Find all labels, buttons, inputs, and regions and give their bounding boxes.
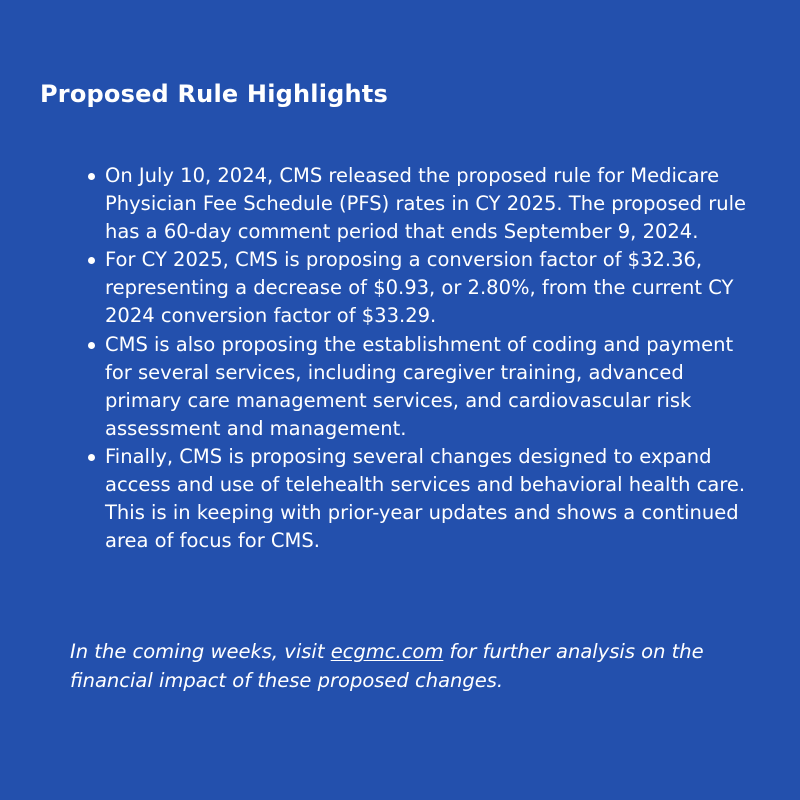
bullet-dot-icon [88, 173, 95, 180]
bullet-text: CMS is also proposing the establishment of coding and payment for several services, including caregiver training, advanced primary care management services, and cardiovascular risk assessment and management. [105, 332, 734, 440]
ecgmc-link[interactable]: ecgmc.com [330, 640, 444, 663]
bullet-text: Finally, CMS is proposing several changes designed to expand access and use of telehealth services and behavioral health care. This is in keeping with prior-year updates and shows a continued area of focus for CMS. [105, 444, 746, 553]
list-item [105, 443, 765, 555]
bullet-dot-icon [88, 342, 95, 349]
footer-text-before: In the coming weeks, visit [70, 640, 331, 663]
bullet-dot-icon [88, 454, 95, 461]
bullet-text: For CY 2025, CMS is proposing a conversion factor of $32.36, representing a decrease of $0.93, or 2.80%, from the current CY 2024 conversion factor of $33.29. [105, 248, 734, 328]
list-item [105, 162, 765, 246]
footer-note [70, 638, 750, 695]
highlights-list [105, 162, 765, 555]
list-item [105, 331, 765, 443]
footer-text-after: for further analysis on the financial impact of these proposed changes. [70, 640, 704, 692]
bullet-dot-icon [88, 257, 95, 264]
bullet-text: On July 10, 2024, CMS released the proposed rule for Medicare Physician Fee Schedule (PFS) rates in CY 2025. The proposed rule has a 60-day comment period that ends September 9, 2024. [105, 164, 746, 244]
page-title: Proposed Rule Highlights [40, 80, 388, 108]
list-item [105, 246, 765, 330]
